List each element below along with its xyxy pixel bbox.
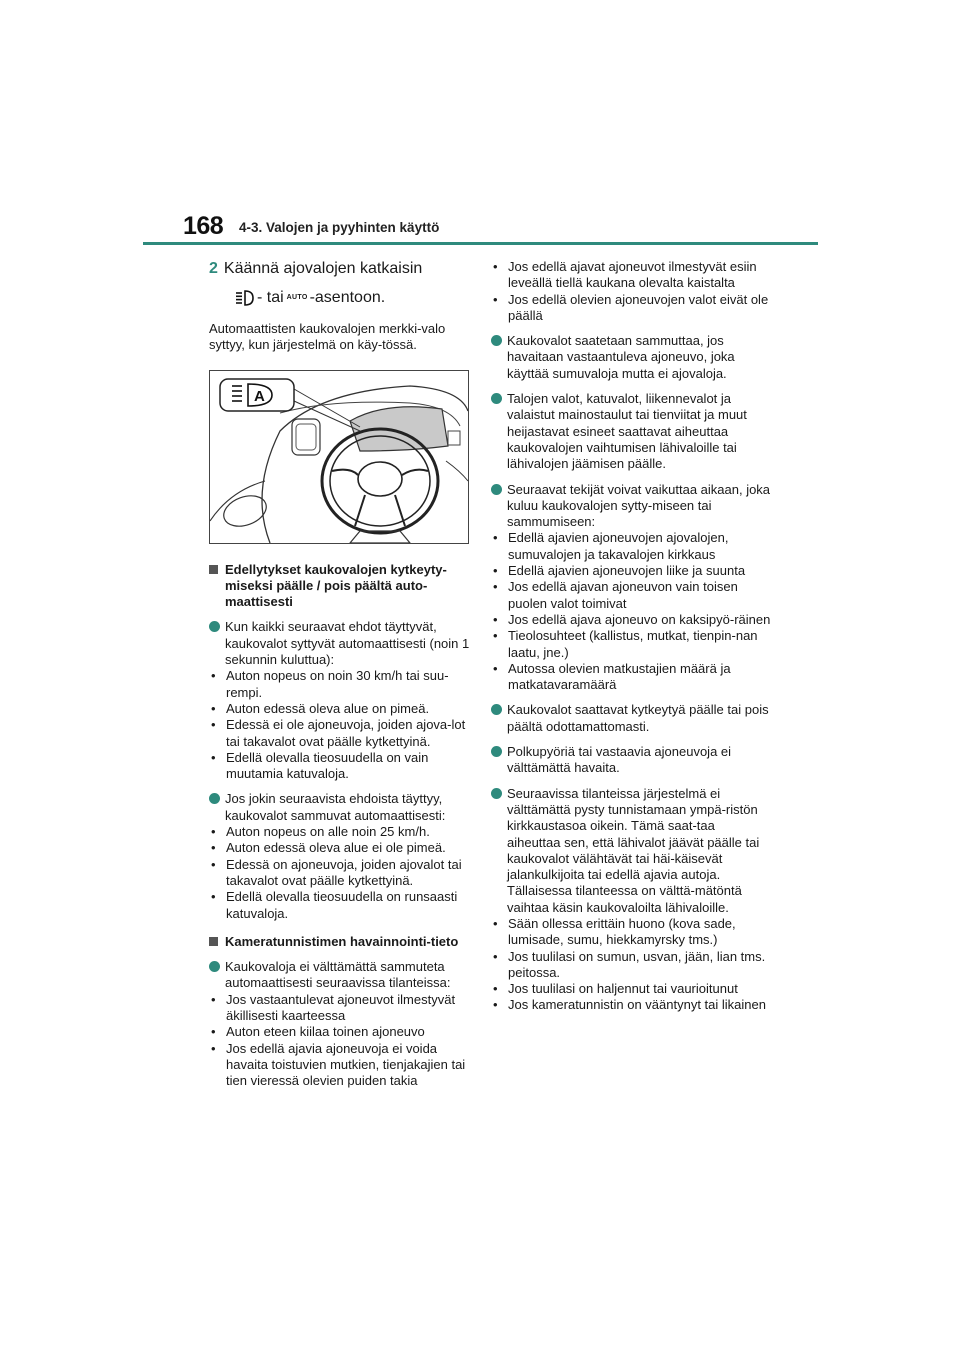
intro-paragraph: Automaattisten kaukovalojen merkki-valo syttyy, kun järjestelmä on käy-tössä. xyxy=(209,321,446,353)
sub-item: • Edellä ajavien ajoneuvojen liike ja suunta xyxy=(493,563,746,579)
bullet-text: Talojen valot, katuvalot, liikennevalot ja valaistut mainostaulut tai tienviitat ja muut heijastavat esineet saattavat aiheuttaa kaukovalojen vaihtumisen lähivaloille tai lähivalojen jäämisen päälle. xyxy=(507,391,747,472)
sub-item: • Autossa olevien matkustajien määrä ja matkatavaramäärä xyxy=(493,660,731,693)
section-conditions xyxy=(209,562,481,611)
sub-item: • Sään ollessa erittäin huono (kova sade, lumisade, sumu, hiekkamyrsky tms.) xyxy=(493,915,736,948)
bullet-item xyxy=(209,619,481,668)
sub-item: • Jos tuulilasi on sumun, usvan, jään, lian tms. peitossa. xyxy=(493,948,766,980)
bullet-text: Seuraavissa tilanteissa järjestelmä ei välttämättä pysty tunnistamaan ympä-ristön kirkkaustasoa oikein. Tämä saat-taa aiheuttaa sen, että lähivalot jäävät päälle tai kaukovalot välähtävät tai häi-käisevät jalankulkijoita tai edellä ajavia autoja. Tällaisessa tilanteessa on välttä-mätöntä vaihtaa käsin kaukovaloilta lähivaloille. xyxy=(507,785,760,915)
bullet-dot-icon xyxy=(491,393,502,404)
dashboard-drawing xyxy=(210,371,468,543)
sub-item: • Jos tuulilasi on haljennut tai vaurioitunut xyxy=(493,981,738,997)
sub-item: • Jos edellä ajavia ajoneuvoja ei voida havaita toistuvien mutkien, tienjakajien tai tien vieressä olevien puiden takia xyxy=(211,1040,466,1089)
sub-item: • Auton nopeus on alle noin 25 km/h. xyxy=(211,824,430,840)
sub-list xyxy=(209,668,481,782)
bullet-item xyxy=(491,702,771,735)
step-2 xyxy=(209,259,481,279)
bullet-dot-icon xyxy=(491,746,502,757)
section-camera xyxy=(209,934,481,950)
sub-item: • Jos edellä olevien ajoneuvojen valot eivät ole päällä xyxy=(493,291,769,323)
section-square-icon xyxy=(209,937,218,946)
sub-item: • Edessä ei ole ajoneuvoja, joiden ajova-lot tai takavalot ovat päälle kytkettyinä. xyxy=(211,717,466,749)
sub-item: • Auton edessä oleva alue on pimeä. xyxy=(211,700,430,716)
sub-item: • Jos edellä ajava ajoneuvo on kaksipyö-räinen xyxy=(493,611,771,627)
bullet-dot-icon xyxy=(209,621,220,632)
step-2-line2 xyxy=(235,289,481,307)
sub-list xyxy=(491,259,771,324)
step-number: 2 xyxy=(209,260,218,277)
section-square-icon xyxy=(209,565,218,574)
step-end-text: -asentoon. xyxy=(309,288,386,306)
sub-item: • Jos edellä ajavat ajoneuvot ilmestyvät esiin leveällä tiellä kaukana olevalta kaistalta xyxy=(493,259,757,291)
sub-item: • Tieolosuhteet (kallistus, mutkat, tienpin-nan laatu, jne.) xyxy=(493,628,758,660)
bullet-text: Kun kaikki seuraavat ehdot täyttyvät, kaukovalot syttyvät automaattisesti (noin 1 sekunnin kuluttua): xyxy=(225,619,470,668)
left-column xyxy=(209,259,481,1090)
sub-list xyxy=(491,530,771,693)
bullet-item xyxy=(491,391,771,472)
section-title: Kameratunnistimen havainnointi-tieto xyxy=(225,933,459,949)
chapter-title: 4-3. Valojen ja pyyhinten käyttö xyxy=(239,220,440,235)
sub-item: • Edellä ajavien ajoneuvojen ajovalojen, sumuvalojen ja takavalojen kirkkaus xyxy=(493,530,729,562)
header-rule xyxy=(143,242,818,245)
sub-item: • Auton nopeus on noin 30 km/h tai suu-rempi. xyxy=(211,668,449,700)
bullet-item xyxy=(491,482,771,531)
sub-item: • Jos vastaantulevat ajoneuvot ilmestyvät äkillisesti kaarteessa xyxy=(211,991,456,1024)
page-number: 168 xyxy=(183,212,224,240)
bullet-item xyxy=(209,959,481,992)
bullet-dot-icon xyxy=(491,335,502,346)
bullet-text: Jos jokin seuraavista ehdoista täyttyy, kaukovalot sammuvat automaattisesti: xyxy=(225,791,446,823)
sub-item: • Edellä olevalla tieosuudella on runsaasti katuvaloja. xyxy=(211,889,458,921)
bullet-dot-icon xyxy=(209,961,220,972)
bullet-dot-icon xyxy=(491,704,502,715)
sub-item: • Auton edessä oleva alue ei ole pimeä. xyxy=(211,840,446,856)
bullet-item xyxy=(491,786,771,916)
sub-item: • Edellä olevalla tieosuudella on vain muutamia katuvaloja. xyxy=(211,749,429,782)
bullet-text: Polkupyöriä tai vastaavia ajoneuvoja ei välttämättä havaita. xyxy=(507,744,732,776)
sub-list xyxy=(209,824,481,922)
step-between-text: - tai xyxy=(257,288,284,306)
step-text: Käännä ajovalojen katkaisin xyxy=(223,260,423,277)
bullet-text: Kaukovaloja ei välttämättä sammuteta automaattisesti seuraavissa tilanteissa: xyxy=(225,959,451,991)
bullet-item xyxy=(209,791,481,824)
bullet-text: Kaukovalot saattavat kytkeytyä päälle tai pois päältä odottamattomasti. xyxy=(507,702,769,734)
sub-item: • Edessä on ajoneuvoja, joiden ajovalot tai takavalot ovat päälle kytkettyinä. xyxy=(211,856,462,888)
sub-item: • Auton eteen kiilaa toinen ajoneuvo xyxy=(211,1024,425,1040)
bullet-text: Kaukovalot saatetaan sammuttaa, jos havaitaan vastaantuleva ajoneuvo, joka käyttää sumuvaloja mutta ei ajovaloja. xyxy=(507,333,735,381)
sub-item: • Jos kameratunnistin on vääntynyt tai likainen xyxy=(493,997,766,1013)
dashboard-illustration xyxy=(209,370,469,544)
sub-list xyxy=(491,916,771,1014)
bullet-dot-icon xyxy=(491,484,502,495)
bullet-item xyxy=(491,744,771,777)
indicator-letter: A xyxy=(254,387,265,405)
right-column xyxy=(491,259,771,1014)
auto-switch-icon: AUTO xyxy=(286,293,308,301)
bullet-text: Seuraavat tekijät voivat vaikuttaa aikaan, joka kuluu kaukovalojen sytty-miseen tai sammumiseen: xyxy=(507,481,771,530)
sub-list xyxy=(209,992,481,1090)
section-title: Edellytykset kaukovalojen kytkeyty-miseksi päälle / pois päältä auto-maattisesti xyxy=(225,561,447,610)
bullet-dot-icon xyxy=(209,793,220,804)
sub-item: • Jos edellä ajavan ajoneuvon vain toisen puolen valot toimivat xyxy=(493,579,738,611)
bullet-item xyxy=(491,333,771,382)
auto-high-beam-icon xyxy=(235,289,257,307)
bullet-dot-icon xyxy=(491,788,502,799)
